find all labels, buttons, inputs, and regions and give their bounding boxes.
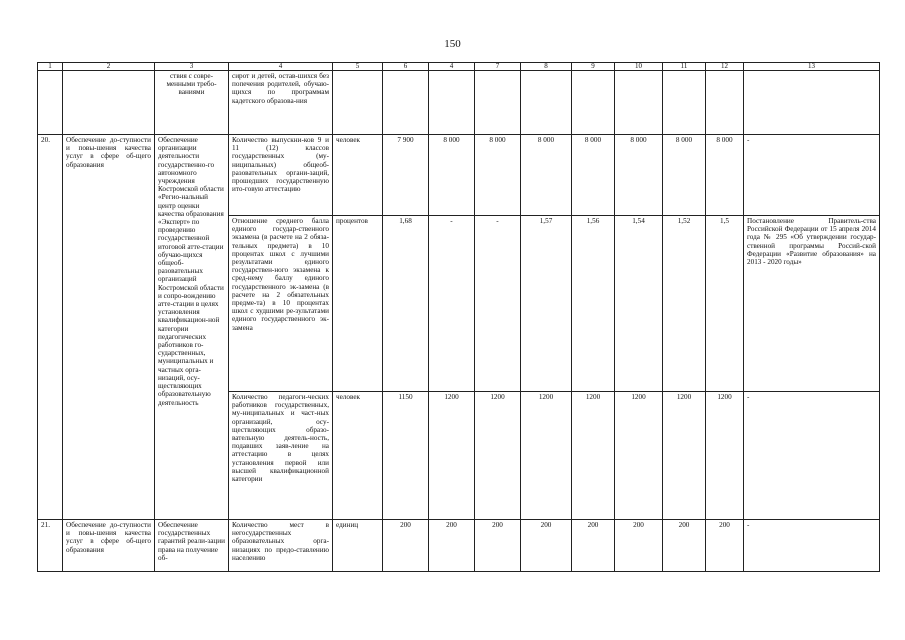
column-header: 10 <box>615 63 663 71</box>
column-header: 11 <box>663 63 706 71</box>
continuation-measure: ствия с совре-менными требо-ваниями <box>155 71 229 135</box>
column-header: 6 <box>383 63 429 71</box>
value-cell: 1,52 <box>663 216 706 392</box>
value-cell: 8 000 <box>429 135 475 216</box>
measure-cell: Обеспечение организации деятельности государственно-го автономного учреждения Костромской области «Регио-нальный центр оценки качества образования «Эксперт» по проведению государственной итоговой атте-стации обучаю-щихся общеоб-разовательных организаций Костромской области и сопро-вождению атте-стации в целях установления квалификацион-ной категории педагогических работников го-сударственных, муниципальных и частных орга-низаций, осу-ществляющих образовательную деятельность <box>155 135 229 520</box>
value-cell: 8 000 <box>663 135 706 216</box>
value-cell: - <box>475 216 521 392</box>
header-row <box>38 63 880 71</box>
value-cell: 8 000 <box>706 135 744 216</box>
column-header: 7 <box>475 63 521 71</box>
value-cell: 200 <box>615 520 663 572</box>
unit-cell: человек <box>333 392 383 520</box>
column-header: 8 <box>521 63 572 71</box>
table-row <box>38 520 880 572</box>
goal-cell: Обеспечение до-ступности и повы-шения качества услуг в сфере об-щего образования <box>63 520 155 572</box>
unit-cell: единиц <box>333 520 383 572</box>
value-cell: - <box>429 216 475 392</box>
column-header: 1 <box>38 63 63 71</box>
note-cell: - <box>744 392 880 520</box>
continuation-indicator: сирот и детей, остав-шихся без попечения родителей, обучаю-щихся по программам кадетского образова-ния <box>229 71 333 135</box>
value-cell: 200 <box>383 520 429 572</box>
indicator-name: Количество выпускни-ков 9 и 11 (12) классов государственных (му-ниципальных) общеоб-разовательных органи-заций, прошедших государственную ито-говую аттестацию <box>229 135 333 216</box>
value-cell: 200 <box>706 520 744 572</box>
value-cell: 8 000 <box>615 135 663 216</box>
indicator-name: Отношение среднего балла единого государ-ственного экзамена (в расчете на 2 обяза-тельных предмета) в 10 процентах школ с лучшими результатами единого государствен-ного экзамена к сред-нему баллу единого государственного эк-замена (в расчете на 2 обязательных предме-та) в 10 процентах школ с худшими ре-зультатами единого государственного эк-замена <box>229 216 333 392</box>
value-cell: 1,5 <box>706 216 744 392</box>
note-cell: - <box>744 520 880 572</box>
value-cell: 1,57 <box>521 216 572 392</box>
row-number: 21. <box>38 520 63 572</box>
column-header: 5 <box>333 63 383 71</box>
indicator-name: Количество педагоги-ческих работников государственных, му-ниципальных и част-ных организаций, осу-ществляющих образо-вательную деятель-ность, подавших заяв-ление на аттестацию в целях установления первой или высшей квалификационной категории <box>229 392 333 520</box>
value-cell: 200 <box>429 520 475 572</box>
unit-cell: процентов <box>333 216 383 392</box>
value-cell: 200 <box>572 520 615 572</box>
indicator-name: Количество мест в негосударственных образовательных орга-низациях по предо-ставлению населению <box>229 520 333 572</box>
value-cell: 8 000 <box>521 135 572 216</box>
page-number: 150 <box>444 38 461 50</box>
measure-cell: Обеспечение государственных гарантий реали-зации права на получение об- <box>155 520 229 572</box>
value-cell: 8 000 <box>475 135 521 216</box>
value-cell: 1200 <box>572 392 615 520</box>
value-cell: 1150 <box>383 392 429 520</box>
value-cell: 200 <box>475 520 521 572</box>
value-cell: 1200 <box>429 392 475 520</box>
value-cell: 1200 <box>706 392 744 520</box>
value-cell: 1,68 <box>383 216 429 392</box>
value-cell: 1,54 <box>615 216 663 392</box>
goal-cell: Обеспечение до-ступности и повы-шения качества услуг в сфере об-щего образования <box>63 135 155 520</box>
value-cell: 1200 <box>615 392 663 520</box>
column-header: 4 <box>429 63 475 71</box>
value-cell: 200 <box>663 520 706 572</box>
column-header: 13 <box>744 63 880 71</box>
column-header: 3 <box>155 63 229 71</box>
column-header: 2 <box>63 63 155 71</box>
note-cell: - <box>744 135 880 216</box>
value-cell: 1200 <box>475 392 521 520</box>
value-cell: 7 900 <box>383 135 429 216</box>
indicators-table <box>37 62 880 572</box>
note-cell: Постановление Правитель-ства Российской Федерации от 15 апреля 2014 года № 295 «Об утверждении государ-ственной программы Россий-ской Федерации «Развитие образования» на 2013 - 2020 годы» <box>744 216 880 392</box>
value-cell: 1200 <box>663 392 706 520</box>
unit-cell: человек <box>333 135 383 216</box>
column-header: 12 <box>706 63 744 71</box>
value-cell: 1,56 <box>572 216 615 392</box>
column-header: 9 <box>572 63 615 71</box>
value-cell: 8 000 <box>572 135 615 216</box>
row-number: 20. <box>38 135 63 520</box>
continuation-row <box>38 71 880 135</box>
table-row <box>38 135 880 216</box>
column-header: 4 <box>229 63 333 71</box>
value-cell: 200 <box>521 520 572 572</box>
value-cell: 1200 <box>521 392 572 520</box>
